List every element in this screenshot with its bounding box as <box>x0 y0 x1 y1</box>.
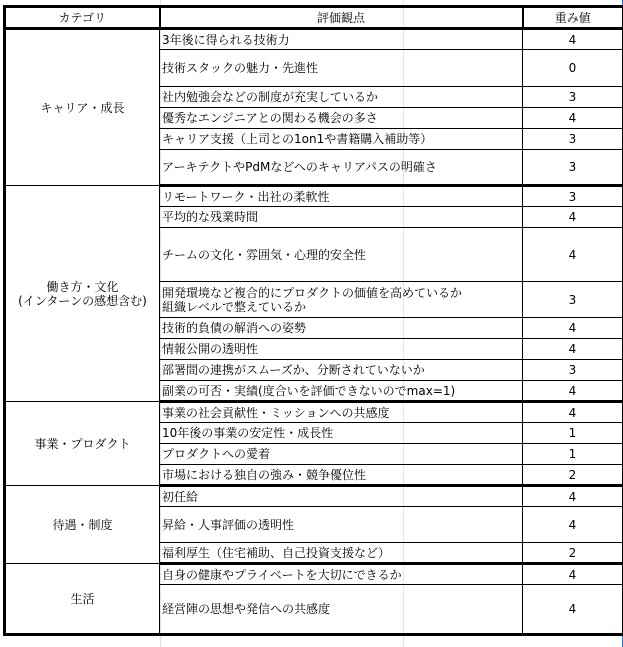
category-line: (インターンの感想含む) <box>18 293 147 308</box>
weight-cell: 4 <box>523 402 623 423</box>
weight-cell: 4 <box>523 339 623 360</box>
weight-cell: 4 <box>523 207 623 228</box>
criterion-cell: 初任給 <box>160 486 523 507</box>
weight-cell: 4 <box>523 507 623 543</box>
evaluation-table <box>3 5 623 636</box>
weight-cell: 2 <box>523 465 623 486</box>
criterion-cell: 技術的負債の解消への姿勢 <box>160 318 523 339</box>
category-cell: 待遇・制度 <box>5 486 160 564</box>
header-weight: 重み値 <box>523 7 623 29</box>
criterion-cell: 事業の社会貢献性・ミッションへの共感度 <box>160 402 523 423</box>
category-cell: キャリア・成長 <box>5 29 160 186</box>
criterion-line: 開発環境など複合的にプロダクトの価値を高めているか <box>162 285 463 300</box>
criterion-cell: 情報公開の透明性 <box>160 339 523 360</box>
weight-cell: 1 <box>523 444 623 465</box>
criterion-cell: 経営陣の思想や発信への共感度 <box>160 585 523 635</box>
criterion-line: 組織レベルで整えているか <box>162 299 307 314</box>
criterion-cell: 社内勉強会などの制度が充実しているか <box>160 87 523 108</box>
weight-cell: 0 <box>523 50 623 87</box>
criterion-cell: チームの文化・雰囲気・心理的安全性 <box>160 228 523 282</box>
table-row <box>5 402 623 423</box>
criterion-cell: 自身の健康やプライベートを大切にできるか <box>160 564 523 585</box>
weight-cell: 4 <box>523 486 623 507</box>
criterion-cell: 市場における独自の強み・競争優位性 <box>160 465 523 486</box>
criterion-cell: キャリア支援（上司との1on1や書籍購入補助等） <box>160 129 523 150</box>
table-row <box>5 186 623 207</box>
criterion-cell: 10年後の事業の安定性・成長性 <box>160 423 523 444</box>
category-cell <box>5 186 160 402</box>
criterion-cell: 平均的な残業時間 <box>160 207 523 228</box>
weight-cell: 4 <box>523 381 623 402</box>
weight-cell: 3 <box>523 282 623 318</box>
criterion-cell: 3年後に得られる技術力 <box>160 29 523 50</box>
weight-cell: 3 <box>523 360 623 381</box>
header-criterion: 評価観点 <box>160 7 523 29</box>
weight-cell: 4 <box>523 585 623 635</box>
weight-cell: 4 <box>523 228 623 282</box>
weight-cell: 3 <box>523 150 623 186</box>
weight-cell: 3 <box>523 186 623 207</box>
criterion-cell: アーキテクトやPdMなどへのキャリアパスの明確さ <box>160 150 523 186</box>
weight-cell: 1 <box>523 423 623 444</box>
category-line: 働き方・文化 <box>46 279 119 294</box>
category-cell: 事業・プロダクト <box>5 402 160 486</box>
criterion-cell: 福利厚生（住宅補助、自己投資支援など） <box>160 543 523 564</box>
weight-cell: 3 <box>523 129 623 150</box>
header-row <box>5 7 623 29</box>
criterion-cell: リモートワーク・出社の柔軟性 <box>160 186 523 207</box>
criterion-cell: 技術スタックの魅力・先進性 <box>160 50 523 87</box>
table-row <box>5 486 623 507</box>
table-row <box>5 564 623 585</box>
weight-cell: 2 <box>523 543 623 564</box>
weight-cell: 4 <box>523 564 623 585</box>
table-row <box>5 29 623 50</box>
criterion-cell: 副業の可否・実績(度合いを評価できないのでmax=1) <box>160 381 523 402</box>
weight-cell: 4 <box>523 29 623 50</box>
header-category: カテゴリ <box>5 7 160 29</box>
weight-cell: 4 <box>523 318 623 339</box>
criterion-cell: 部署間の連携がスムーズか、分断されていないか <box>160 360 523 381</box>
criterion-cell <box>160 282 523 318</box>
criterion-cell: プロダクトへの愛着 <box>160 444 523 465</box>
weight-cell: 4 <box>523 108 623 129</box>
category-cell: 生活 <box>5 564 160 635</box>
criterion-cell: 昇給・人事評価の透明性 <box>160 507 523 543</box>
weight-cell: 3 <box>523 87 623 108</box>
criterion-cell: 優秀なエンジニアとの関わる機会の多さ <box>160 108 523 129</box>
